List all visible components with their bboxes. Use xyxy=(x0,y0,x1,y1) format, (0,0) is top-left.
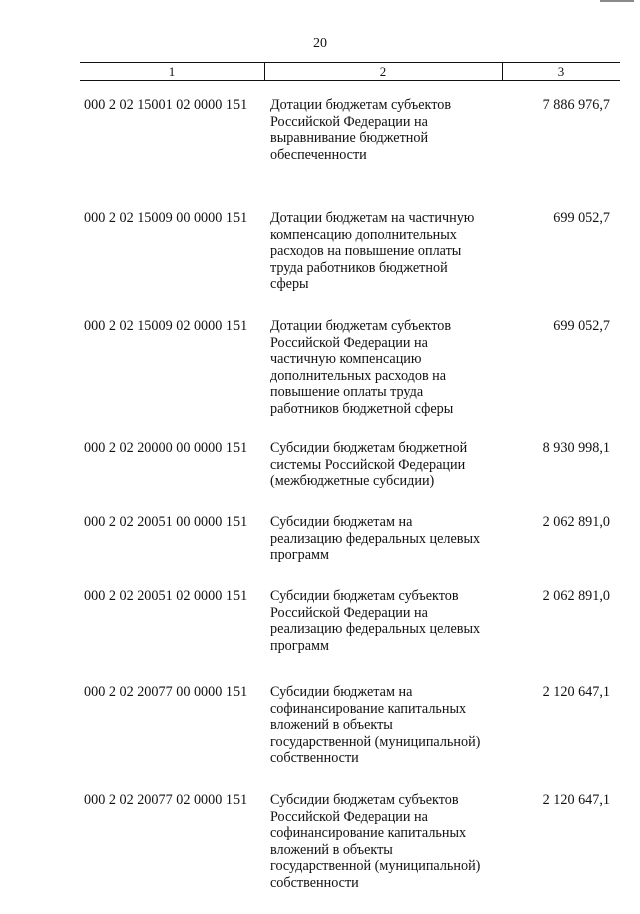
description-line: Субсидии бюджетам бюджетной xyxy=(270,440,468,456)
table-row xyxy=(0,318,640,440)
description-line: Российской Федерации на xyxy=(270,604,428,621)
description-line: обеспеченности xyxy=(270,146,367,163)
row-description xyxy=(270,318,510,417)
description-line: Дотации бюджетам на частичную xyxy=(270,210,475,226)
amount: 2 062 891,0 xyxy=(542,588,610,604)
description-line: софинансирование капитальных xyxy=(270,700,467,717)
budget-code: 000 2 02 15001 02 0000 151 xyxy=(84,97,248,113)
description-line: работников бюджетной сферы xyxy=(270,400,454,417)
amount: 699 052,7 xyxy=(553,318,610,334)
amount: 699 052,7 xyxy=(553,210,610,226)
row-description xyxy=(270,97,510,163)
table-row xyxy=(0,514,640,588)
row-description xyxy=(270,514,510,564)
description-line: реализацию федеральных целевых xyxy=(270,621,481,637)
table-body xyxy=(0,97,640,914)
budget-code: 000 2 02 15009 00 0000 151 xyxy=(84,210,248,226)
description-line: сферы xyxy=(270,276,309,292)
description-line: системы Российской Федерации xyxy=(270,456,466,473)
description-line: Субсидии бюджетам субъектов xyxy=(270,792,459,808)
description-line: Дотации бюджетам субъектов xyxy=(270,97,452,113)
budget-code: 000 2 02 20051 00 0000 151 xyxy=(84,514,248,530)
description-line: Дотации бюджетам субъектов xyxy=(270,318,452,334)
description-line: софинансирование капитальных xyxy=(270,825,467,841)
description-line: Субсидии бюджетам на xyxy=(270,684,413,700)
description-line: Российской Федерации на xyxy=(270,808,428,825)
column-header-1: 1 xyxy=(168,64,176,79)
table-row xyxy=(0,97,640,210)
description-line: частичную компенсацию xyxy=(270,351,422,367)
budget-code: 000 2 02 20077 02 0000 151 xyxy=(84,792,248,808)
description-line: государственной (муниципальной) xyxy=(270,858,481,874)
budget-code: 000 2 02 20000 00 0000 151 xyxy=(84,440,248,456)
budget-code: 000 2 02 20051 02 0000 151 xyxy=(84,588,248,604)
amount: 2 120 647,1 xyxy=(542,792,610,808)
table-row xyxy=(0,210,640,318)
row-description xyxy=(270,588,510,654)
column-header-3: 3 xyxy=(557,64,565,79)
table-row xyxy=(0,684,640,792)
column-header-2: 2 xyxy=(379,64,387,79)
scan-corner-mark xyxy=(600,0,634,2)
description-line: государственной (муниципальной) xyxy=(270,733,481,750)
table-header xyxy=(80,62,620,81)
description-line: повышение оплаты труда xyxy=(270,384,424,400)
page-number: 20 xyxy=(313,36,327,51)
budget-code: 000 2 02 20077 00 0000 151 xyxy=(84,684,248,700)
amount: 8 930 998,1 xyxy=(542,440,610,456)
budget-code: 000 2 02 15009 02 0000 151 xyxy=(84,318,248,334)
description-line: труда работников бюджетной xyxy=(270,259,448,276)
description-line: реализацию федеральных целевых xyxy=(270,530,481,547)
description-line: дополнительных расходов на xyxy=(270,367,447,384)
amount: 7 886 976,7 xyxy=(542,97,610,113)
row-description xyxy=(270,210,510,293)
amount: 2 120 647,1 xyxy=(542,684,610,700)
description-line: программ xyxy=(270,547,329,563)
description-line: Субсидии бюджетам на xyxy=(270,514,413,530)
description-line: (межбюджетные субсидии) xyxy=(270,473,435,489)
row-description xyxy=(270,440,510,490)
description-line: вложений в объекты xyxy=(270,717,393,733)
description-line: выравнивание бюджетной xyxy=(270,130,429,146)
description-line: собственности xyxy=(270,750,359,766)
description-line: программ xyxy=(270,637,329,654)
description-line: собственности xyxy=(270,874,359,891)
description-line: Российской Федерации на xyxy=(270,334,428,351)
description-line: вложений в объекты xyxy=(270,841,393,858)
row-description xyxy=(270,684,510,767)
description-line: Субсидии бюджетам субъектов xyxy=(270,588,459,604)
row-description xyxy=(270,792,510,891)
description-line: компенсацию дополнительных xyxy=(270,226,457,243)
description-line: Российской Федерации на xyxy=(270,113,428,130)
amount: 2 062 891,0 xyxy=(542,514,610,530)
table-row xyxy=(0,792,640,914)
description-line: расходов на повышение оплаты xyxy=(270,243,462,259)
table-row xyxy=(0,588,640,684)
table-row xyxy=(0,440,640,514)
